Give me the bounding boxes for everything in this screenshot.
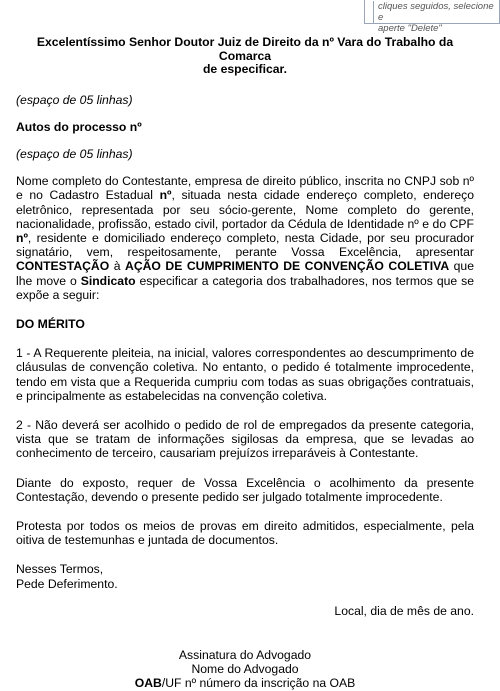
closing-block[interactable] — [16, 562, 474, 590]
oab-number-line: /UF nº número da inscrição na OAB — [161, 676, 356, 691]
evidence-paragraph[interactable]: Protesta por todos os meios de provas em direito admitidos, especialmente, pela oitiva de testemunhas e juntada de documentos. — [16, 518, 474, 548]
oab-label: OAB — [134, 676, 162, 691]
title-line-1: Excelentíssimo Senhor Doutor Juiz de Direito da nº Vara do Trabalho da Comarca — [36, 35, 454, 63]
sindicato-label: Sindicato — [80, 273, 136, 288]
contestacao-label: CONTESTAÇÃO — [16, 259, 110, 274]
title-line-2: de especificar. — [202, 62, 287, 76]
tooltip-line-2: aperte "Delete" — [378, 23, 442, 34]
intro-text-3: , residente e domiciliado endereço completo, nesta Cidade, por seu procurador signatário, vem, respeitosamente, perante Vossa Excelência, apresentar — [16, 230, 474, 260]
merito-heading[interactable]: DO MÉRITO — [16, 316, 85, 331]
process-number-line[interactable]: Autos do processo nº — [16, 119, 142, 134]
signature-block[interactable] — [16, 648, 474, 691]
intro-number-1: nº — [159, 188, 172, 203]
intro-text-5: que lhe move o — [16, 259, 474, 288]
closing-line-1: Nesses Termos, — [16, 562, 104, 577]
signature-line: Assinatura do Advogado — [178, 647, 312, 662]
document-body — [16, 36, 474, 691]
place-date-line[interactable]: Local, dia de mês de ano. — [334, 603, 474, 618]
intro-text-6: especificar a categoria dos trabalhadores, nos termos que se expõe a seguir: — [16, 273, 474, 302]
closing-line-2: Pede Deferimento. — [16, 576, 118, 591]
instruction-tooltip — [364, 0, 500, 34]
intro-paragraph[interactable] — [16, 174, 474, 302]
tooltip-line-1: cliques seguidos, selecione e — [378, 1, 494, 23]
intro-number-2: nº — [16, 230, 28, 245]
action-type-label: AÇÃO DE CUMPRIMENTO DE CONVENÇÃO COLETIVA — [125, 259, 450, 274]
merit-item-1[interactable]: 1 - A Requerente pleiteia, na inicial, valores correspondentes ao descumprimento de cláusulas de convenção coletiva. No entanto, o pedido é totalmente improcedente, tendo em vista que a Requerida cumpriu com todas as suas obrigações contratuais, e principalmente as estabelecidas na convenção coletiva. — [16, 346, 474, 403]
intro-text-4: à — [109, 259, 126, 274]
spacing-note-2[interactable]: (espaço de 05 linhas) — [16, 146, 133, 161]
conclusion-paragraph[interactable]: Diante do exposto, requer de Vossa Excelência o acolhimento da presente Contestação, devendo o presente pedido ser julgado totalmente improcedente. — [16, 475, 474, 504]
spacing-note-1[interactable]: (espaço de 05 linhas) — [16, 92, 133, 107]
document-title[interactable] — [16, 36, 474, 77]
intro-text-2: , situada nesta cidade endereço completo, endereço eletrônico, representada por seu sócio-gerente, Nome completo do gerente, nacionalidade, profissão, estado civil, portador da Cédula de Identidade nº e do CPF — [16, 188, 474, 231]
merit-item-2[interactable]: 2 - Não deverá ser acolhido o pedido de rol de empregados da presente categoria, vista que se tratam de informações sigilosas da empresa, que se levadas ao conhecimento de terceiro, causariam prejuízos irreparáveis à Contestante. — [16, 417, 474, 461]
lawyer-name-line: Nome do Advogado — [191, 662, 299, 677]
intro-text-1: Nome completo do Contestante, empresa de direito público, inscrita no CNPJ sob nº e no Cadastro Estadual — [16, 174, 474, 203]
